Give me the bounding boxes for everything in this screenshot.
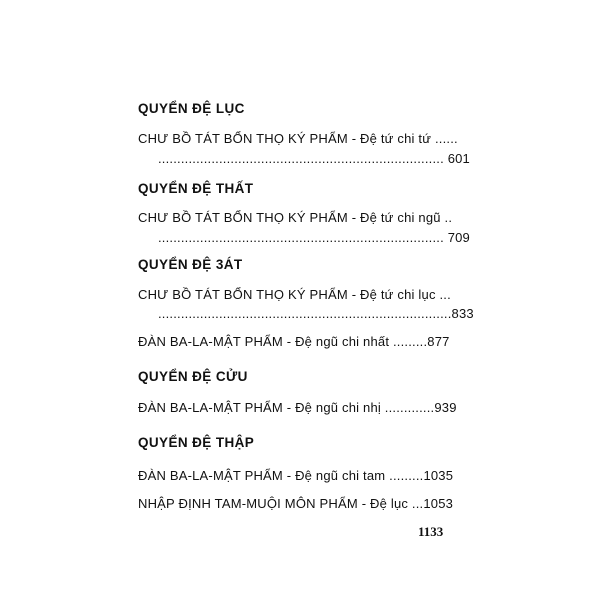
toc-entry-line: CHƯ BỒ TÁT BỔN THỌ KÝ PHẨM - Đệ tứ chi lục ... — [138, 287, 451, 302]
toc-entry-line: CHƯ BỒ TÁT BỔN THỌ KÝ PHẨM - Đệ tứ chi ngũ .. — [138, 210, 453, 225]
toc-entry-continuation: ........................................................................... 709 — [158, 230, 470, 245]
toc-entry-line: CHƯ BỒ TÁT BỔN THỌ KÝ PHẨM - Đệ tứ chi tứ ...... — [138, 131, 458, 146]
section-heading: QUYỂN ĐỆ THẤT — [138, 181, 254, 196]
section-heading: QUYỂN ĐỆ THẬP — [138, 435, 255, 450]
section-heading: QUYỂN ĐỆ LỤC — [138, 101, 245, 116]
section-heading: QUYỂN ĐỆ CỬU — [138, 369, 248, 384]
toc-entry-line: NHẬP ĐỊNH TAM-MUỘI MÔN PHẨM - Đệ lục ...1053 — [138, 496, 454, 511]
toc-entry-line: ĐÀN BA-LA-MẬT PHẨM - Đệ ngũ chi nhất .........877 — [138, 334, 450, 349]
toc-entry-continuation: ........................................................................... 601 — [158, 151, 470, 166]
section-heading: QUYỂN ĐỆ 3ÁT — [138, 257, 243, 272]
toc-entry-continuation: .............................................................................833 — [158, 306, 474, 321]
page-number: 1133 — [418, 524, 444, 539]
toc-entry-line: ĐÀN BA-LA-MẬT PHẨM - Đệ ngũ chi nhị .............939 — [138, 400, 457, 415]
toc-entry-line: ĐÀN BA-LA-MẬT PHẨM - Đệ ngũ chi tam .........1035 — [138, 468, 454, 483]
